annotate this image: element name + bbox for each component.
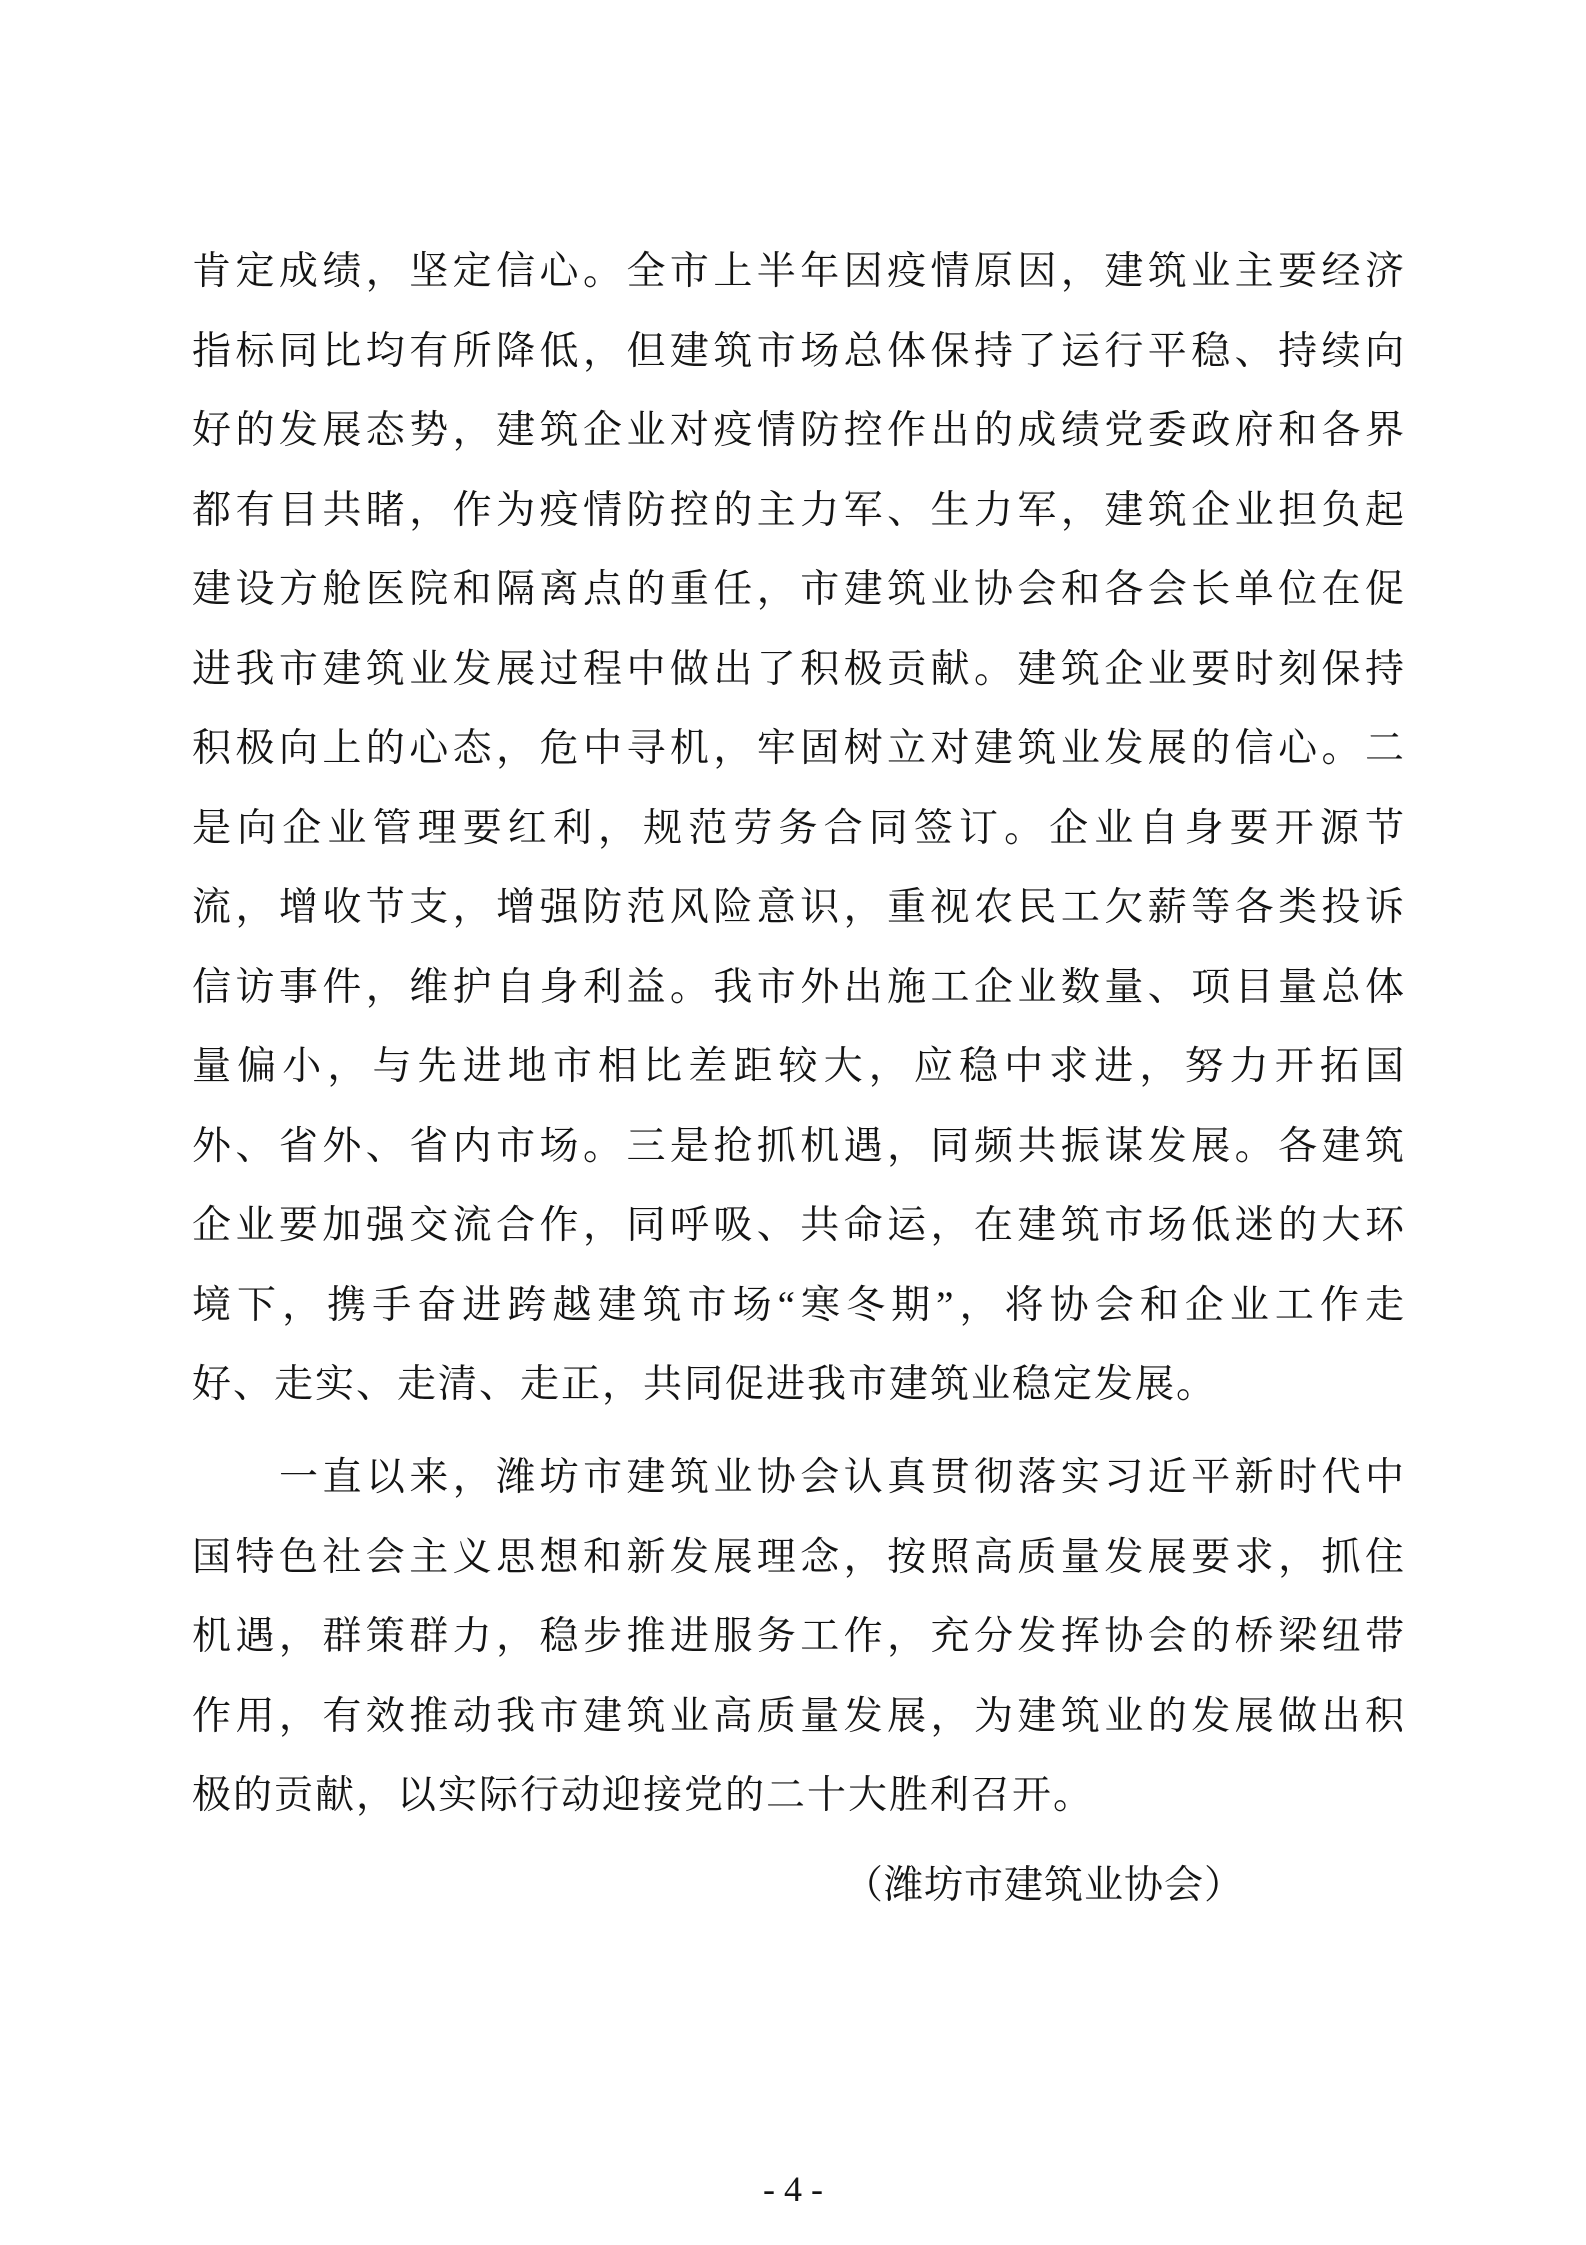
text-line: 积极向上的心态，危中寻机，牢固树立对建筑业发展的信心。二 bbox=[192, 727, 1406, 770]
text-line: 都有目共睹，作为疫情防控的主力军、生力军，建筑企业担负起 bbox=[192, 488, 1406, 532]
text-line: 好、走实、走清、走正，共同促进我市建筑业稳定发展。 bbox=[192, 1363, 1218, 1406]
text-line: 境下，携手奋进跨越建筑市场“寒冬期”，将协会和企业工作走 bbox=[192, 1283, 1406, 1327]
text-line: 建设方舱医院和隔离点的重任，市建筑业协会和各会长单位在促 bbox=[192, 568, 1406, 611]
text-line: 一直以来，潍坊市建筑业协会认真贯彻落实习近平新时代中 bbox=[279, 1456, 1406, 1499]
text-line: 肯定成绩，坚定信心。全市上半年因疫情原因，建筑业主要经济 bbox=[192, 250, 1406, 293]
text-line: 量偏小，与先进地市相比差距较大，应稳中求进，努力开拓国 bbox=[192, 1045, 1406, 1088]
text-line: 进我市建筑业发展过程中做出了积极贡献。建筑企业要时刻保持 bbox=[192, 647, 1406, 691]
text-line: 流，增收节支，增强防范风险意识，重视农民工欠薪等各类投诉 bbox=[192, 886, 1406, 929]
text-line: 是向企业管理要红利，规范劳务合同签订。企业自身要开源节 bbox=[192, 806, 1406, 850]
text-line: 国特色社会主义思想和新发展理念，按照高质量发展要求，抓住 bbox=[192, 1535, 1406, 1579]
signature: （潍坊市建筑业协会） bbox=[844, 1864, 1245, 1907]
text-line: 企业要加强交流合作，同呼吸、共命运，在建筑市场低迷的大环 bbox=[192, 1204, 1406, 1247]
text-line: 信访事件，维护自身利益。我市外出施工企业数量、项目量总体 bbox=[192, 965, 1406, 1009]
text-line: 外、省外、省内市场。三是抢抓机遇，同频共振谋发展。各建筑 bbox=[192, 1124, 1406, 1168]
text-line: 指标同比均有所降低，但建筑市场总体保持了运行平稳、持续向 bbox=[192, 329, 1406, 373]
page-number: - 4 - bbox=[763, 2169, 823, 2209]
text-line: 作用，有效推动我市建筑业高质量发展，为建筑业的发展做出积 bbox=[192, 1694, 1406, 1738]
body-paragraph-2 bbox=[192, 1438, 1406, 1836]
text-line: 好的发展态势，建筑企业对疫情防控作出的成绩党委政府和各界 bbox=[192, 409, 1406, 452]
body-paragraph-1 bbox=[192, 232, 1406, 1425]
text-line: 机遇，群策群力，稳步推进服务工作，充分发挥协会的桥梁纽带 bbox=[192, 1615, 1406, 1658]
text-line: 极的贡献，以实际行动迎接党的二十大胜利召开。 bbox=[192, 1774, 1095, 1817]
